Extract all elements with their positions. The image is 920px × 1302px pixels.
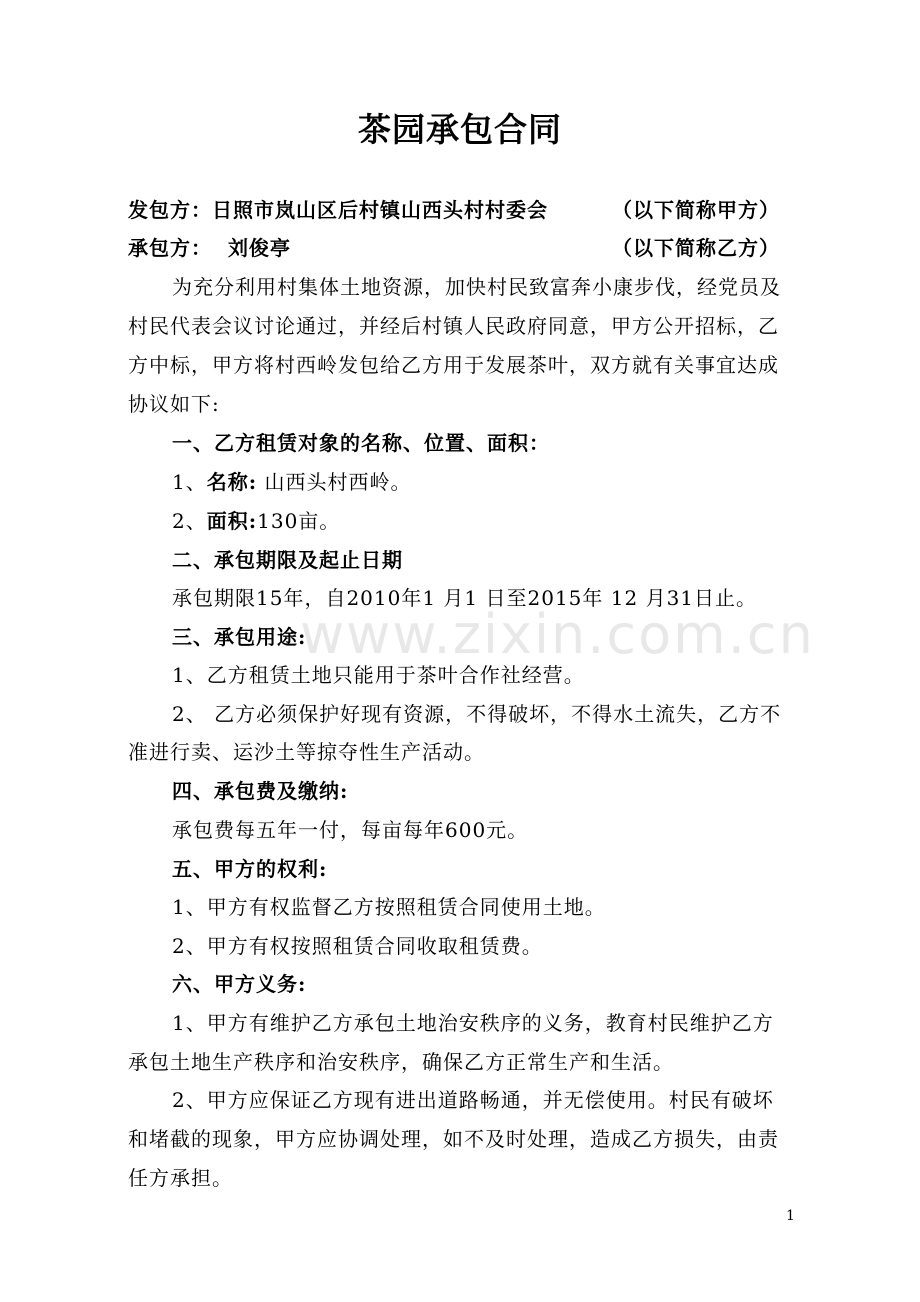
section-6-item-2-line-2: 和堵截的现象，甲方应协调处理，如不及时处理，造成乙方损失，由责 [128,1127,779,1151]
item-text: 山西头村西岭。 [257,470,412,494]
intro-line-3: 方中标，甲方将村西岭发包给乙方用于发展茶叶，双方就有关事宜达成 [128,353,779,377]
party-a-alias: （以下简称甲方） [612,198,780,222]
section-6-item-1-line-2: 承包土地生产秩序和治安秩序，确保乙方正常生产和生活。 [128,1050,674,1074]
intro-line-1: 为充分利用村集体土地资源，加快村民致富奔小康步伐，经党员及 [172,275,781,299]
watermark: www.zixin.com.cn [300,603,815,666]
party-b-label: 承包方： [128,236,212,260]
section-2-heading: 二、承包期限及起止日期 [172,548,403,572]
intro-line-2: 村民代表会议讨论通过，并经后村镇人民政府同意，甲方公开招标，乙 [128,314,779,338]
section-3-heading: 三、承包用途: [172,625,307,649]
party-b-alias: （以下简称乙方） [612,236,780,260]
section-3-item-2-line-2: 准进行卖、运沙土等掠夺性生产活动。 [128,740,485,764]
section-3-item-1: 1、乙方租赁土地只能用于茶叶合作社经营。 [172,663,585,687]
party-a-name: 日照市岚山区后村镇山西头村村委会 [212,198,548,222]
section-6-heading: 六、甲方义务: [172,972,307,996]
party-a-label: 发包方： [128,198,212,222]
section-4-text: 承包费每五年一付，每亩每年600元。 [172,818,529,842]
document-title: 茶园承包合同 [358,110,562,149]
intro-line-4: 协议如下: [128,392,220,416]
section-5-item-1: 1、甲方有权监督乙方按照租赁合同使用土地。 [172,895,606,919]
section-1-item-1 [172,466,808,495]
party-a-line [128,194,808,223]
item-number: 1、 [172,470,207,494]
section-2-text: 承包期限15年，自2010年1 月1 日至2015年 12 月31日止。 [172,586,758,610]
item-text: 130亩。 [257,509,341,533]
item-label: 面积: [206,509,258,533]
item-label: 名称: [206,470,258,494]
party-b-name: 刘俊亭 [227,236,291,260]
section-6-item-2-line-1: 2、甲方应保证乙方现有进出道路畅通，并无偿使用。村民有破坏 [172,1088,774,1112]
section-5-item-2: 2、甲方有权按照租赁合同收取租赁费。 [172,934,543,958]
section-6-item-1-line-1: 1、甲方有维护乙方承包土地治安秩序的义务，教育村民维护乙方 [172,1011,774,1035]
section-5-heading: 五、甲方的权利: [172,857,328,881]
section-1-heading: 一、乙方租赁对象的名称、位置、面积： [172,431,550,455]
section-6-item-2-line-3: 任方承担。 [128,1166,233,1190]
item-number: 2、 [172,509,207,533]
section-1-item-2 [172,505,808,534]
section-4-heading: 四、承包费及缴纳: [172,779,349,803]
page-number: 1 [786,1208,795,1224]
party-b-line [128,232,808,261]
section-3-item-2-line-1: 2、 乙方必须保护好现有资源，不得破坏，不得水土流失，乙方不 [172,702,782,726]
